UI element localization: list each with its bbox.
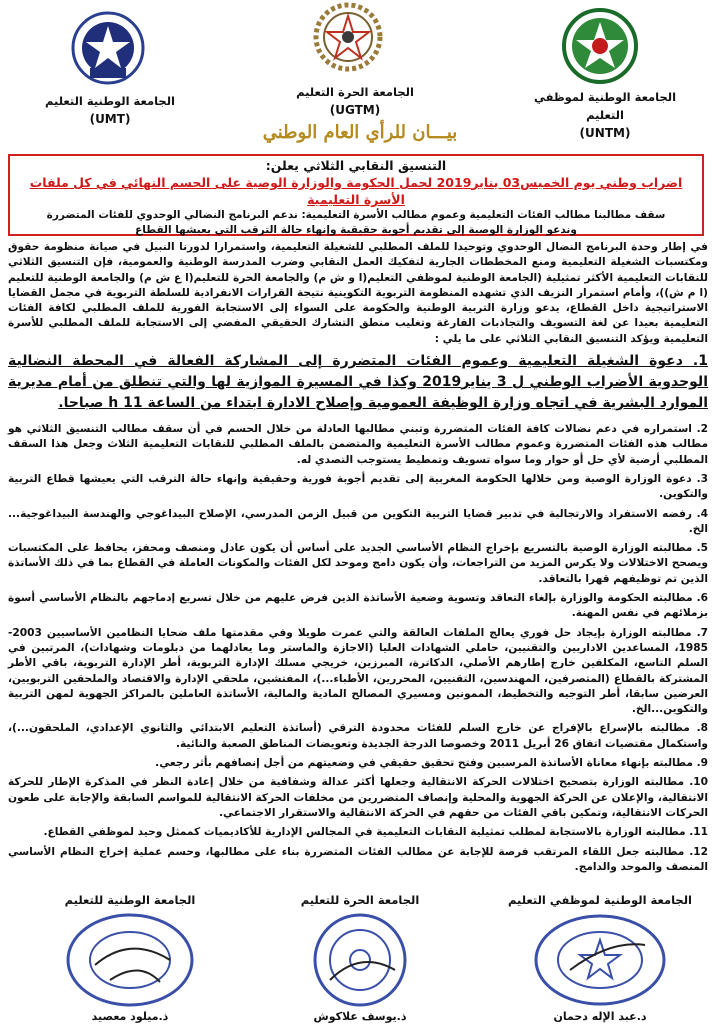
ugtm-logo bbox=[313, 2, 383, 72]
intro-paragraph: في إطار وحدة البرنامج النضال الوحدوي وتوحيدا للملف المطلبي للشغيلة التعليمية، واستمرارا لدورنا النبيل في صيانة منظومة حقوق ومكتسبات الشغيلة التعليمية ومنع المخططات الجارية لتفكيك العمل النقابي وضرب المدرسة الوطنية والعمومية، فإن التنسيق الثلاثي للنقابات التعليمية الأكثر تمثيلية (الجامعة الوطنية لموظفي التعليم(ا و ش م) والجامعة الحرة للتعليم(ا ع ش م) والجامعة الوطنية للتعليم (ا م ش))، وأمام استمرار النزيف الذي تشهده المنظومة التربوية التكوينية نتيجة القرارات الانفرادية للسلطة التربوية في مجمل القضايا الاستراتيجية داخل القطاع، يدعو وزارة التربية الوطنية والحكومة على السواء إلى الاستجابة الفورية للملف المطلبي لكافة الفئات التعليمية بعيدا عن لغة التسويف والتجاذبات الفارغة وتغليب منطق التشارك الحقيقي المفضي إلى الاستجابة للملف المطلبي للأسرة التعليمية ويؤكد التنسيق النقابي الثلاثي على ما يلي : bbox=[8, 241, 708, 345]
announcement-call: وندعو الوزارة الوصية إلى تقديم أجوبة حقيقية وإنهاء حالة الترقب التي يعيشها القطاع bbox=[135, 224, 577, 236]
union-ugtm-abbr: (UGTM) bbox=[329, 103, 381, 117]
strike-announcement: اضراب وطني يوم الخميس03 يناير2019 لحمل الحكومة والوزارة الوصية على الحسم النهائي في كل ملفات الأسرة التعليمية bbox=[29, 175, 683, 207]
signature-untm-name: د.عبد الإله دحمان bbox=[553, 1010, 647, 1023]
signatures bbox=[0, 892, 720, 1025]
untm-logo bbox=[560, 6, 640, 86]
union-umt-name: الجامعة الوطنية التعليم bbox=[45, 94, 175, 108]
union-umt-abbr: (UMT) bbox=[89, 112, 131, 126]
demand-1-strike-call: 1. دعوة الشغيلة التعليمية وعموم الفئات المتضررة إلى المشاركة الفعالة في المحطة النضالية الوحدوية الأضراب الوطني ل 3 يناير2019 وكذا في المسيرة الموازية لها والتي تنطلق من أمام مديرية الموارد البشرية في اتجاه وزارة الوظيفة العمومية وإصلاح الادارة ابتداء من الساعة 11 h صباحا. bbox=[8, 353, 708, 412]
demand-item: 9. مطالبته بإنهاء معاناة الأساتذة المرسبين وفتح تحقيق حقيقي في وضعيتهم من أجل إنصافهم بأثر رجعي. bbox=[155, 757, 708, 770]
signature-umt-name: ذ.ميلود معصيد bbox=[91, 1010, 169, 1023]
demand-item: 2. استمراره في دعم نضالات كافة الفئات المتضررة وتبني مطالبها العادلة من خلال الحسم في أن سقف مطالب التنسيق الثلاثي هو مطالب هذه الفئات المتضررة وعموم مطالب الأسرة التعليمية والمتضمن بالملف المطلبي للنقابات التعليمية الثلاث وجعل هذا السقف المطلبي أرضية لأي حل أو حوار وما سواه تسويف وتمطيط يستوجب التصدي له. bbox=[8, 423, 708, 466]
demand-item: 4. رفضه الاستفراد والارتجالية في تدبير قضايا التربية التكوين من قبيل الزمن المدرسي، الإصلاح البيداغوجي والهندسة البيداغوجية... الخ. bbox=[8, 507, 708, 535]
signature-untm-title: الجامعة الوطنية لموظفي التعليم bbox=[508, 893, 692, 907]
signature-umt-title: الجامعة الوطنية للتعليم bbox=[64, 893, 196, 907]
demand-item: 7. مطالبته الوزارة بإيجاد حل فوري يعالج الملفات العالقة والتي عمرت طويلا وفي مقدمتها ملف ضحايا النظامين الأساسيين 2003-1985، المساعدين الاداريين والتقنيين، حاملي الشهادات العليا (الاجازة والماستر وما يعادلهما من دبلومات وشهادات)، المرتبين في السلم التاسع، المكلفين خارج إطارهم الأصلي، الدكاترة، المبرزين، خريجي مسلك الإدارة التربوية، أطر الإدارة التربوية، باقي الأطر المشتركة بالقطاع (المتصرفين، المهندسين، التقنيين، المحررين، الأطباء...)، المفتشين، ملحقي الإدارة والاقتصاد والملحقين التربويين، العرضين سابقا، أطر التوجيه والتخطيط، الممونين ومسيري المصالح المادية والمالية، الأساتذة العاملين بالمراكز الجهوية لمهن التربية والتكوين...الخ. bbox=[8, 626, 708, 716]
umt-stamp-icon bbox=[60, 910, 200, 1010]
signature-untm bbox=[490, 892, 710, 1023]
demand-item: 3. دعوة الوزارة الوصية ومن خلالها الحكومة المغربية إلى تقديم أجوبة فورية وحقيقية وإنهاء حالة الترقب التي يعيشها قطاع التربية والتكوين. bbox=[8, 472, 708, 501]
signature-ugtm-name: ذ.يوسف علاكوش bbox=[313, 1010, 407, 1023]
announcement-box bbox=[8, 154, 704, 236]
union-untm-abbr: (UNTM) bbox=[579, 126, 631, 140]
demand-item: 11. مطالبته الوزارة بالاستجابة لمطلب تمثيلية النقابات التعليمية في المجالس الإدارية للأكاديميات كممثل وحيد لموظفي القطاع. bbox=[43, 826, 708, 839]
union-untm-name: الجامعة الوطنية لموظفي التعليم bbox=[533, 90, 677, 122]
umt-logo bbox=[70, 10, 146, 86]
announcement-ceiling: سقف مطالبنا مطالب الفئات التعليمية وعموم مطالب الأسرة التعليمية: ندعم البرنامج النضالي الوحدوي للفئات المتضررة bbox=[46, 209, 666, 221]
demand-item: 6. مطالبته الحكومة والوزارة بإلغاء التعاقد وتسوية وضعية الأساتذة الذين فرض عليهم من خلال تسريع إدماجهم بالنظام الأساسي أسوة بزملائهم في نفس المهنة. bbox=[8, 592, 708, 620]
untm-stamp-icon bbox=[530, 910, 670, 1010]
union-ugtm-name: الجامعة الحرة التعليم bbox=[296, 85, 414, 99]
union-ugtm bbox=[270, 83, 440, 119]
statement-body bbox=[8, 240, 708, 875]
demand-item: 10. مطالبته الوزارة بتصحيح اختلالات الحركة الانتقالية وجعلها أكثر عدالة وشفافية من خلال إعادة النظر في المذكرة الإطار للحركة الانتقالية، والإعلان عن الحركة الجهوية والمحلية وإنصاف المتضررين من مخلفات الحركة الانتقالية للمواسم السابقة والإجابة على طعون الحركات الانتقالية، وتمكين باقي الفئات من حقهم في الحركة الانتقالية والاستقرار الاجتماعي. bbox=[8, 776, 708, 819]
demand-item: 8. مطالبته بالإسراع بالإفراج عن خارج السلم للفئات محدودة الترقي (أساتذة التعليم الابتدائي والثانوي الإعدادي، الملحقون...)، واستكمال مقتضيات اتفاق 26 أبريل 2011 وخصوصا الدرجة الجديدة وتعويضات المناطق الصعبة والنائية. bbox=[8, 722, 708, 750]
demand-item: 5. مطالبته الوزارة الوصية بالتسريع بإخراج النظام الأساسي الجديد على أساس أن يكون عادل ومنصف ومحفز، يحافظ على المكتسبات ويصحح الاختلالات ولا يكرس المزيد من التراجعات، وأن يكون دامج وموحد لكل الفئات والمكونات العاملة في القطاع بما في ذلك الأساتذة الذين تم توظيفهم قهرا بالتعاقد. bbox=[8, 542, 708, 585]
ugtm-stamp-icon bbox=[300, 910, 420, 1010]
banner-title: بيـــان للرأي العام الوطني bbox=[262, 122, 458, 143]
announcement-heading: التنسيق النقابي الثلاثي يعلن: bbox=[265, 158, 447, 173]
demand-item: 12. مطالبته جعل اللقاء المرتقب فرصة للإجابة عن مطالب الفئات المتضررة بناء على مطالبها، وحسم عملية إخراج النظام الأساسي المنصف والموحد والدامج. bbox=[8, 845, 708, 873]
signature-ugtm-title: الجامعة الحرة للتعليم bbox=[300, 893, 420, 907]
signature-ugtm bbox=[250, 892, 470, 1023]
signature-umt bbox=[20, 892, 240, 1023]
